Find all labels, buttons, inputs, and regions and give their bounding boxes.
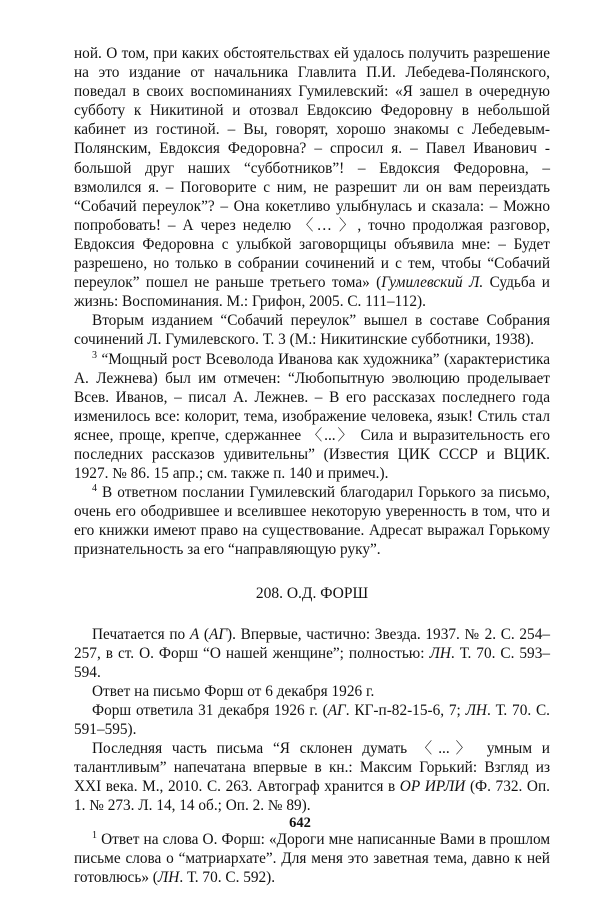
commentary-paragraph [74,701,550,739]
footnote-1 [74,830,550,887]
cited-author: Гумилевский Л. [381,274,484,292]
note-3 [74,350,550,484]
text: ). Впервые, частично: Звезда. 1937. № 2. С. 254–257, в ст. О. Форш “О нашей женщине”; полностью: [74,625,550,662]
text: Печатается по [92,625,190,643]
note-paragraph: Вторым изданием “Собачий переулок” вышел в составе Собрания сочинений Л. Гумилевского. Т. 3 (М.: Никитинские субботники, 1938). [74,312,550,349]
note-number: 4 [92,483,97,495]
text: . Т. 70. С. 591–595). [74,702,550,739]
abbrev: ЛН [157,868,180,886]
text: . Т. 70. С. 593–594. [74,644,551,681]
note-continuation [74,44,550,311]
note-text: В ответном послании Гумилевский благодарил Горького за письмо, очень его ободрившее и вселившее некоторую уверенность в том, что и его книжки имеют право на существование. Адресат выражал Горькому признательность за его “направляющую руку”. [74,484,550,559]
text: (Ф. 732. Оп. 1. № 273. Л. 14, 14 об.; Оп. 2. № 89). [74,778,550,815]
note-number: 3 [92,349,97,361]
abbrev: АГ [327,702,346,719]
text: Последняя часть письма “Я склонен думать 〈...〉 умным и талантливым” напечатана впервые в кн.: Максим Горький: Взгляд из XXI века. М., 2010. С. 263. Автограф хранится в [74,740,550,796]
abbrev: АГ [208,625,228,643]
text: . Т. 70. С. 592). [179,868,276,886]
text: Форш ответила 31 декабря 1926 г. ( [92,702,328,719]
abbrev: ЛН [429,644,451,662]
note-text: ной. О том, при каких обстоятельствах ей удалось получить разрешение на это издание от начальника Главлита П.И. Лебедева-Полянского, поведал в своих воспоминаниях Гумилевский: «Я зашел в очередную субботу к Никитиной и отозвал Евдоксию Федоровну в небольшой кабинет из гостиной. – Вы, говорят, хорошо знакомы с Лебедевым-Полянским, Евдоксия Федоровна? – спросил я. – Павел Иванович - большой друг наших “субботников”! – Евдоксия Федоровна, – взмолился я. – Поговорите с ним, не разрешит ли он вам переиздать “Собачий переулок”? – Она кокетливо улыбнулась и сказала: – Можно попробовать! – А через неделю 〈… 〉, точно продолжая разговор, Евдоксия Федоровна с улыбкой заговорщицы объявила мне: – Будет разрешено, но только в собрании сочинений и с тем, чтобы “Собачий переулок” пошел не раньше третьего тома» ( [74,45,550,292]
abbrev: А [189,625,200,643]
page-body [74,44,550,887]
note-text: “Мощный рост Всеволода Иванова как художника” (характеристика А. Лежнева) был им отмечен: “Любопытную эволюцию проделывает Всев. Иванов, – писал А. Лежнев. – В его рассказах последнего года изменилось все: колорит, тема, изображение человека, язык! Стиль стал яснее, проще, крепче, сдержаннее 〈...〉 Сила и выразительность его последних рассказов удивительны” (Известия ЦИК СССР и ВЦИК. 1927. № 86. 15 апр.; см. также п. 140 и примеч.). [74,350,550,483]
section-heading: 208. О.Д. ФОРШ [255,584,369,602]
note-text: Судьба и жизнь: Воспоминания. М.: Грифон, 2005. С. 111–112). [74,274,550,311]
note-4 [74,483,550,559]
text: ( [199,625,209,643]
commentary-paragraph [74,625,550,682]
abbrev: ОР ИРЛИ [399,778,466,796]
page-number: 642 [289,815,311,831]
commentary-paragraph [74,739,550,815]
footnote-number: 1 [92,829,97,841]
text: Ответ на слова О. Форш: «Дороги мне написанные Вами в прошлом письме слова о “матриархате”. Для меня это заветная тема, давно к ней готовлюсь» ( [74,830,550,886]
commentary-paragraph: Ответ на письмо Форш от 6 декабря 1926 г. [92,682,375,700]
abbrev: ЛН [465,702,487,719]
text: . КГ-п-82-15-6, 7; [345,702,466,719]
